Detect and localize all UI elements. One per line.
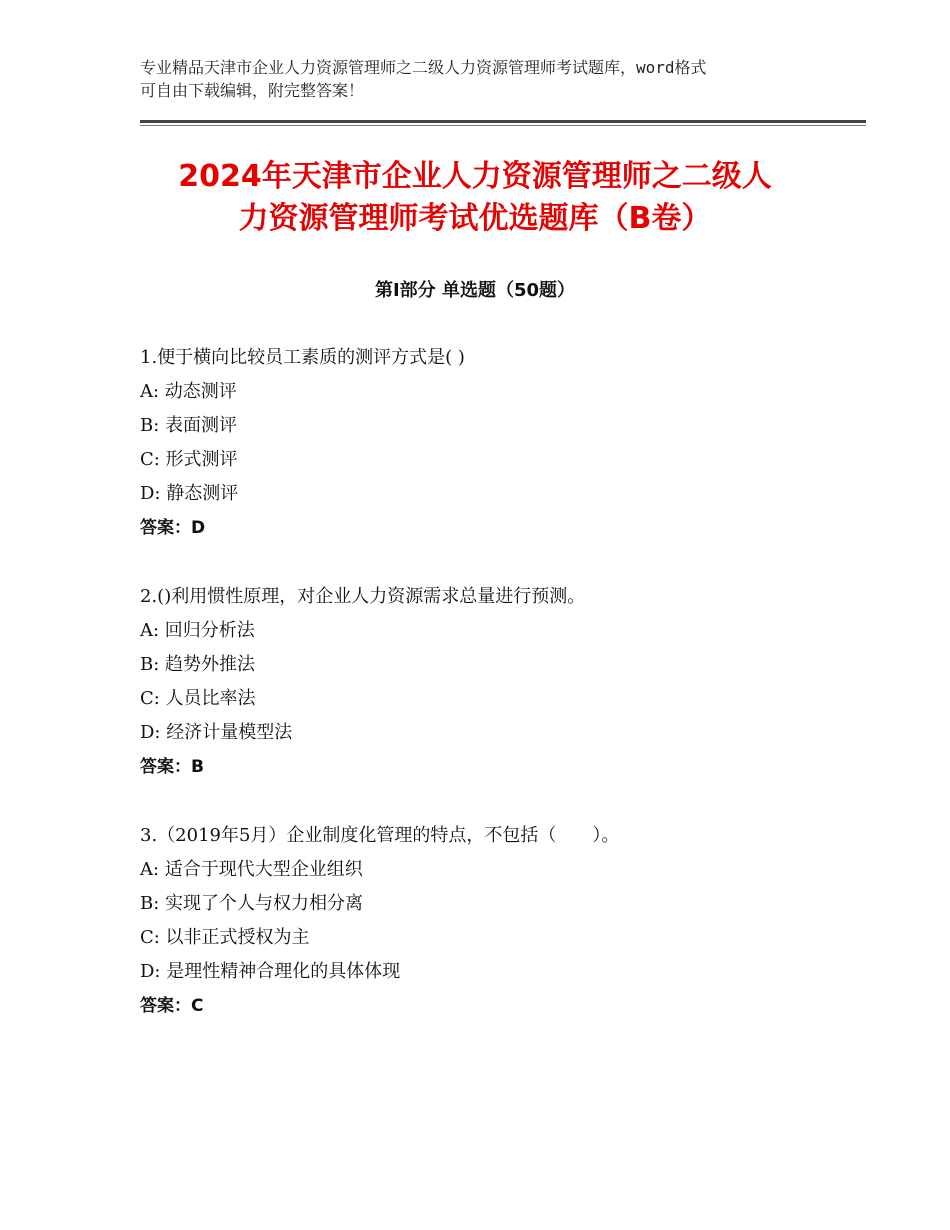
question-stem: 1.便于横向比较员工素质的测评方式是( )	[140, 347, 465, 368]
header-note-line-1: 专业精品天津市企业人力资源管理师之二级人力资源管理师考试题库，word格式	[140, 58, 707, 77]
answer: 答案：C	[140, 996, 204, 1016]
option-d: D: 静态测评	[140, 483, 239, 504]
question-stem: 2.()利用惯性原理，对企业人力资源需求总量进行预测。	[140, 586, 586, 607]
option-c: C: 形式测评	[140, 449, 238, 470]
document-title-line-1: 2024年天津市企业人力资源管理师之二级人	[178, 159, 772, 194]
option-c: C: 以非正式授权为主	[140, 927, 310, 948]
answer: 答案：B	[140, 757, 204, 777]
question-stem: 3.（2019年5月）企业制度化管理的特点，不包括（ ）。	[140, 825, 620, 846]
header-divider-thick	[140, 120, 866, 123]
option-a: A: 动态测评	[140, 381, 237, 402]
question-3	[140, 819, 840, 1023]
option-a: A: 回归分析法	[140, 620, 255, 641]
option-b: B: 实现了个人与权力相分离	[140, 893, 364, 914]
option-d: D: 是理性精神合理化的具体体现	[140, 961, 401, 982]
header-note-line-2: 可自由下载编辑，附完整答案！	[140, 81, 365, 100]
question-2	[140, 580, 840, 784]
option-c: C: 人员比率法	[140, 688, 256, 709]
question-1	[140, 341, 840, 545]
document-title	[120, 156, 830, 240]
option-d: D: 经济计量模型法	[140, 722, 293, 743]
header-divider-thin	[140, 125, 866, 126]
option-b: B: 表面测评	[140, 415, 238, 436]
option-a: A: 适合于现代大型企业组织	[140, 859, 363, 880]
answer: 答案：D	[140, 518, 206, 538]
option-b: B: 趋势外推法	[140, 654, 256, 675]
section-title: 第Ⅰ部分 单选题（50题）	[374, 280, 575, 301]
document-title-line-2: 力资源管理师考试优选题库（B卷）	[238, 201, 712, 236]
header-note	[140, 56, 820, 102]
